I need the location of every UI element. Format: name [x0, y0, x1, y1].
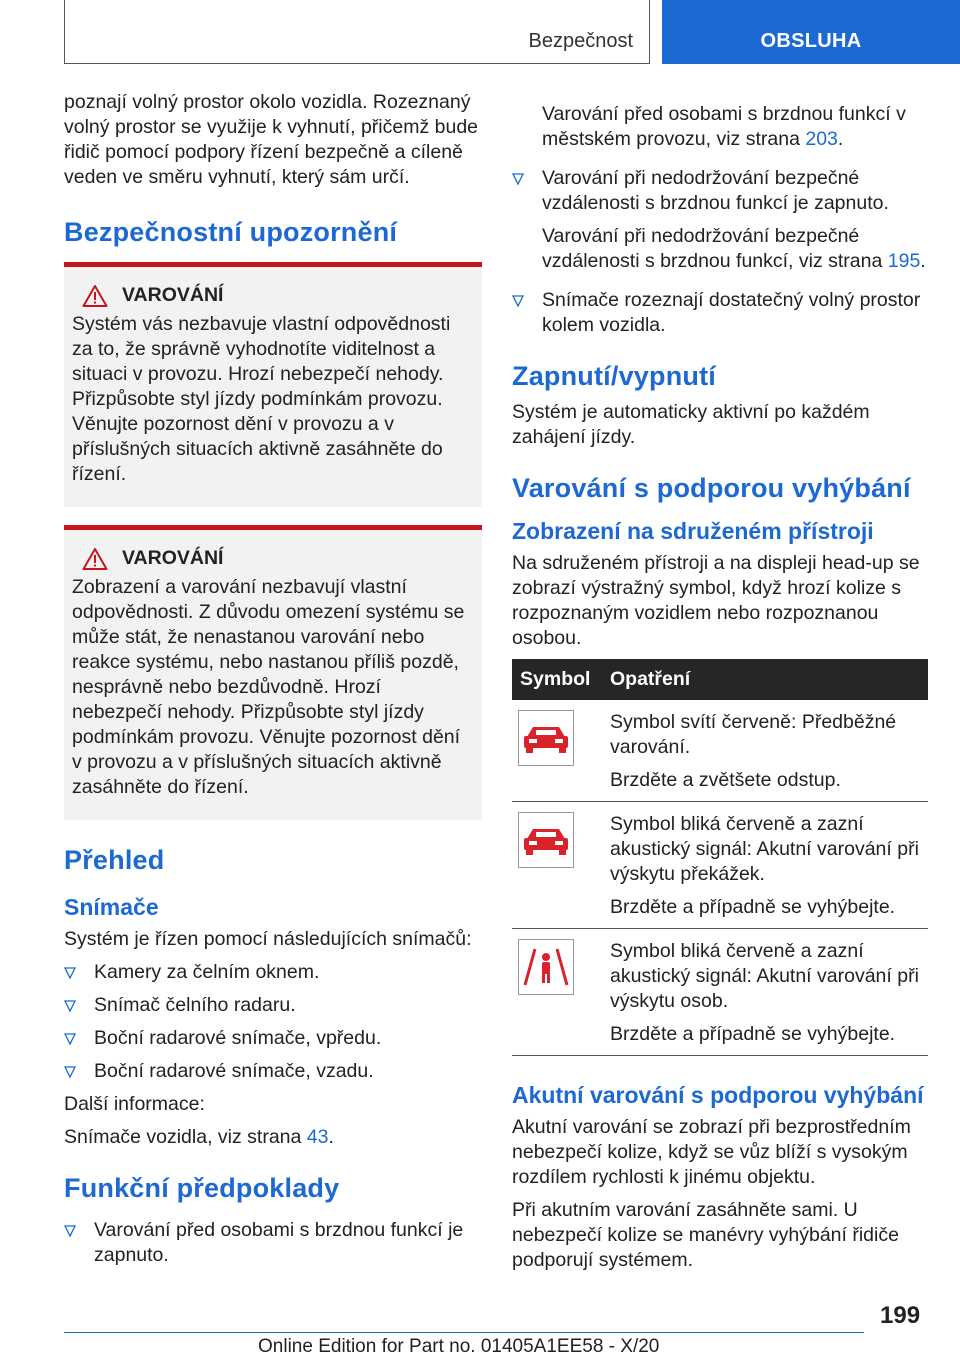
- car-warning-icon: [518, 812, 574, 868]
- bullet-triangle-icon: [64, 1224, 76, 1238]
- list-item: Boční radarové snímače, vpředu.: [64, 1026, 482, 1051]
- bullet-triangle-icon: [64, 999, 76, 1013]
- warning-box-2: [64, 525, 482, 820]
- cluster-text: Na sdruženém přístroji a na displeji head-up se zobrazí výstražný symbol, když hrozí kolize s rozpoznaným vozidlem nebo rozpoznanou osobou.: [512, 552, 920, 649]
- warning-triangle-icon: [82, 547, 108, 571]
- bullet-triangle-icon: [64, 1032, 76, 1046]
- table-row: [512, 700, 928, 802]
- header-section-box: [64, 0, 650, 64]
- acute-text-1: Akutní varování se zobrazí při bezprostředním nebezpečí kolize, když se vůz blíží s vysokým rozdílem rychlosti k jinému objektu.: [512, 1116, 911, 1188]
- pedestrian-warning-icon: [518, 939, 574, 995]
- sensors-intro: Systém je řízen pomocí následujících snímačů:: [64, 928, 472, 950]
- right-column: [512, 102, 928, 1281]
- evasion-heading: Varování s podporou vyhýbání: [512, 473, 911, 503]
- table-cell-line2: Brzděte a případně se vyhýbejte.: [610, 1023, 896, 1045]
- sensors-list: [64, 960, 482, 1084]
- table-cell-line1: Symbol bliká červeně a zazní akustický signál: Akutní varování při výskytu osob.: [610, 940, 919, 1012]
- header-chapter-label: OBSLUHA: [760, 30, 862, 52]
- bullet-triangle-icon: [64, 966, 76, 980]
- table-cell-line1: Symbol svítí červeně: Předběžné varování.: [610, 711, 897, 758]
- column-header-action: Opatření: [604, 659, 928, 700]
- acute-heading: Akutní varování s podporou vyhýbání: [512, 1082, 924, 1108]
- list-item: Varování při nedodržování bezpečné vzdálenosti s brzdnou funkcí je zapnuto.: [512, 166, 928, 216]
- list-item: Snímače rozeznají dostatečný volný prostor kolem vozidla.: [512, 288, 928, 338]
- footer-edition: Online Edition for Part no. 01405A1EE58 - X/20: [258, 1336, 660, 1357]
- bullet-triangle-icon: [64, 1065, 76, 1079]
- table-row: [512, 929, 928, 1056]
- more-info-label: Další informace:: [64, 1093, 205, 1115]
- header-section-title: Bezpečnost: [528, 30, 633, 52]
- table-row: [512, 802, 928, 929]
- bullet-triangle-icon: [512, 172, 524, 186]
- list-item: Kamery za čelním oknem.: [64, 960, 482, 985]
- onoff-heading: Zapnutí/vypnutí: [512, 361, 716, 391]
- prerequisite-sub-1: Varování před osobami s brzdnou funkcí v městském provozu, viz strana 203.: [542, 103, 906, 150]
- car-warning-icon: [518, 710, 574, 766]
- list-item: Varování před osobami s brzdnou funkcí je zapnuto.: [64, 1218, 482, 1268]
- warning-box-1: [64, 262, 482, 507]
- table-cell-line1: Symbol bliká červeně a zazní akustický signál: Akutní varování při výskytu překážek.: [610, 813, 919, 885]
- warning-title: VAROVÁNÍ: [122, 547, 224, 569]
- list-item: Boční radarové snímače, vzadu.: [64, 1059, 482, 1084]
- left-column: [64, 90, 482, 1276]
- prerequisites-list: [64, 1218, 482, 1268]
- warning-text: Zobrazení a varování nezbavují vlastní odpovědnosti. Z důvodu omezení systému se může stát, že nenastanou varování nebo reakce systému, nebo nastanou příliš pozdě, nesprávně nebo bezdůvodně. Hrozí nebezpečí nehody. Přizpůsobte styl jízdy podmínkám provozu. Věnujte pozornost dění v provozu a v příslušných situacích aktivně zasáhněte do řízení.: [72, 576, 465, 798]
- bullet-triangle-icon: [512, 294, 524, 308]
- table-header-row: [512, 659, 928, 700]
- page-link[interactable]: 203: [805, 128, 838, 150]
- warning-triangle-icon: [82, 284, 108, 308]
- prerequisites-heading: Funkční předpoklady: [64, 1173, 340, 1203]
- prerequisite-sub-2: Varování při nedodržování bezpečné vzdálenosti s brzdnou funkcí, viz strana 195.: [542, 225, 926, 272]
- table-cell-line2: Brzděte a případně se vyhýbejte.: [610, 896, 896, 918]
- safety-heading: Bezpečnostní upozornění: [64, 217, 398, 247]
- list-item: Snímač čelního radaru.: [64, 993, 482, 1018]
- header-chapter-tab[interactable]: [662, 0, 960, 64]
- warning-title: VAROVÁNÍ: [122, 284, 224, 306]
- sensors-heading: Snímače: [64, 894, 159, 920]
- page-number: 199: [880, 1302, 921, 1329]
- prerequisites-list-cont: [512, 166, 928, 216]
- intro-paragraph: poznají volný prostor okolo vozidla. Rozeznaný volný prostor se využije k vyhnutí, přičemž bude řidič pomocí podpory řízení bezpečně a cíleně veden ve směru vyhnutí, který sám určí.: [64, 91, 479, 188]
- cluster-heading: Zobrazení na sdruženém přístroji: [512, 518, 874, 544]
- acute-text-2: Při akutním varování zasáhněte sami. U nebezpečí kolize se manévry vyhýbání řidiče podporují systémem.: [512, 1199, 899, 1271]
- page-link[interactable]: 195: [887, 250, 921, 272]
- table-cell-line2: Brzděte a zvětšete odstup.: [610, 769, 841, 791]
- column-header-symbol: Symbol: [512, 659, 604, 700]
- onoff-text: Systém je automaticky aktivní po každém zahájení jízdy.: [512, 401, 870, 448]
- page-link[interactable]: 43: [306, 1126, 329, 1148]
- sensors-reference: Snímače vozidla, viz strana 43.: [64, 1126, 334, 1148]
- warning-text: Systém vás nezbavuje vlastní odpovědnosti za to, že správně vyhodnotíte viditelnost a situaci v provozu. Hrozí nebezpečí nehody. Přizpůsobte styl jízdy podmínkám provozu. Věnujte pozornost dění v provozu a v příslušných situacích aktivně zasáhněte do řízení.: [72, 313, 451, 485]
- overview-heading: Přehled: [64, 845, 165, 875]
- symbol-table: [512, 659, 928, 1056]
- footer-divider: [64, 1332, 864, 1333]
- prerequisites-list-cont2: [512, 288, 928, 338]
